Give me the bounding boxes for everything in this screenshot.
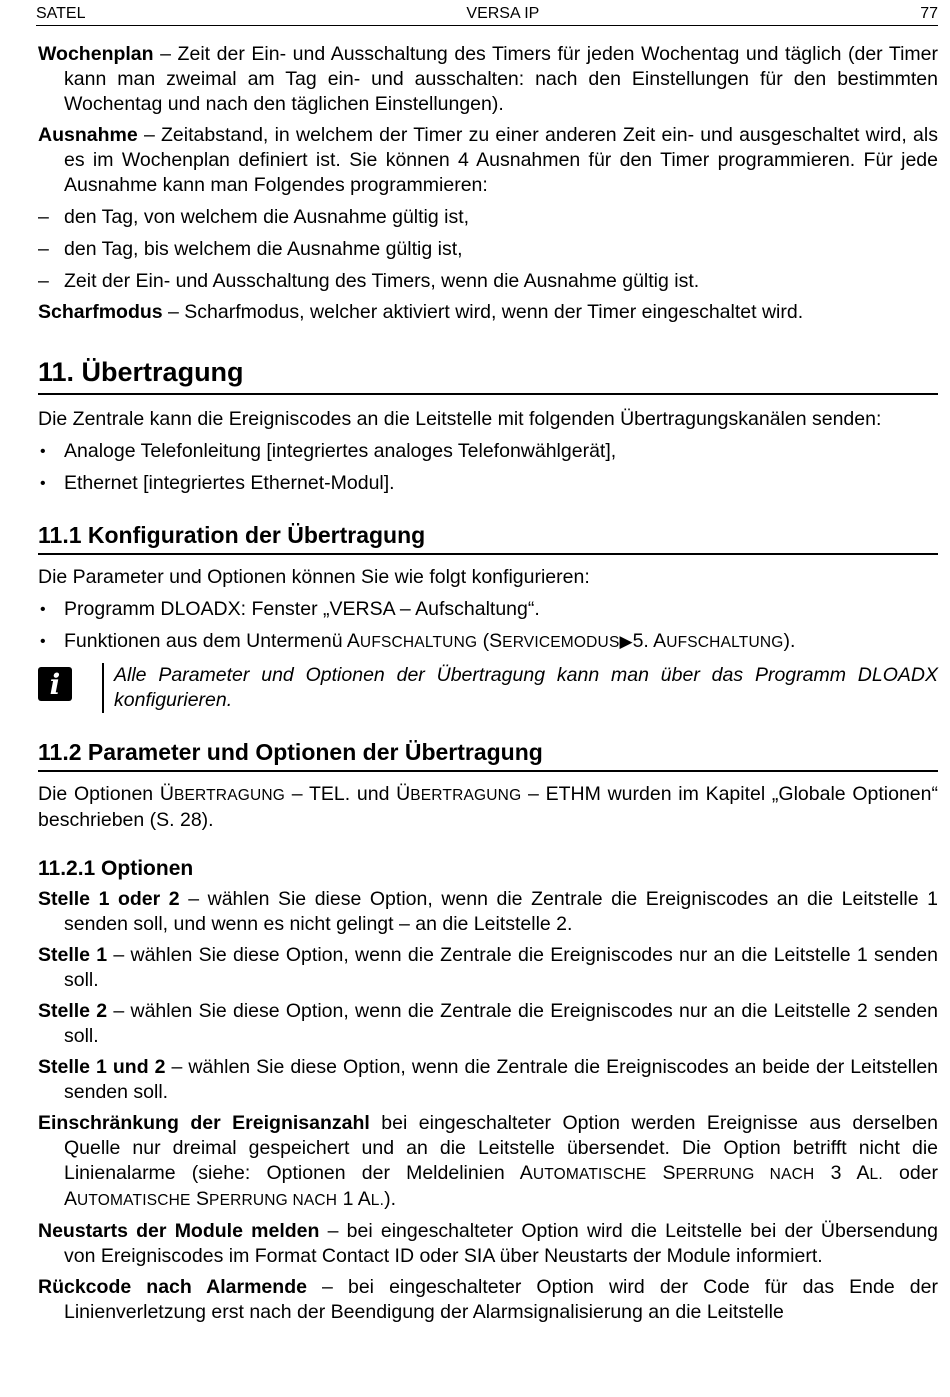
header-product: VERSA IP [466, 5, 540, 22]
option-definition: Stelle 1 und 2 – wählen Sie diese Option, wenn die Zentrale die Ereigniscodes an beide der Leitstellen senden soll. [38, 1056, 939, 1103]
option-definition: Stelle 1 – wählen Sie diese Option, wenn die Zentrale die Ereigniscodes nur an die Leitstelle 1 senden soll. [38, 944, 938, 991]
page-header [36, 4, 938, 26]
option-definition: Stelle 1 oder 2 – wählen Sie diese Option, wenn die Zentrale die Ereigniscodes an die Leitstelle 1 senden soll, und wenn es nicht gelingt – an die Leitstelle 2. [38, 888, 938, 935]
section-title-11-1: 11.1 Konfiguration der Übertragung [38, 520, 938, 555]
list-item: • Ethernet [integriertes Ethernet-Modul]. [40, 472, 395, 494]
term: Scharfmodus [38, 301, 163, 323]
list-item: – den Tag, bis welchem die Ausnahme gültig ist, [38, 238, 463, 260]
info-note [38, 663, 938, 713]
section-11-intro: Die Zentrale kann die Ereigniscodes an die Leitstelle mit folgenden Übertragungskanälen senden: [38, 408, 882, 430]
section-title-11: 11. Übertragung [38, 355, 938, 395]
list-item: • Analoge Telefonleitung [integriertes analoges Telefonwählgerät], [40, 440, 617, 462]
section-11-1-intro: Die Parameter und Optionen können Sie wie folgt konfigurieren: [38, 566, 590, 588]
list-item: – den Tag, von welchem die Ausnahme gültig ist, [38, 206, 470, 228]
option-definition: Rückcode nach Alarmende – bei eingeschalteter Option wird der Code für das Ende der Linienverletzung erst nach der Beendigung der Alarmsignalisierung an die Leitstelle [38, 1276, 938, 1323]
section-title-11-2: 11.2 Parameter und Optionen der Übertragung [38, 737, 938, 772]
definition-ausnahme [38, 123, 938, 198]
option-definition: Neustarts der Module melden – bei eingeschalteter Option wird die Leitstelle bei der Übersendung von Ereigniscodes im Format Contact ID oder SIA über Neustarts der Module informiert. [38, 1220, 938, 1267]
header-brand: SATEL [36, 5, 86, 22]
definition-wochenplan [38, 42, 938, 117]
list-item: • Funktionen aus dem Untermenü AUFSCHALTUNG (SERVICEMODUS▶5. AUFSCHALTUNG). [40, 630, 796, 652]
triangle-right-icon: ▶ [619, 632, 633, 651]
definition-text: – Scharfmodus, welcher aktiviert wird, wenn der Timer eingeschaltet wird. [162, 301, 804, 323]
term: Ausnahme [38, 124, 138, 146]
note-text: Alle Parameter und Optionen der Übertragung kann man über das Programm DLOADX konfigurieren. [114, 664, 938, 711]
option-definition: Stelle 2 – wählen Sie diese Option, wenn die Zentrale die Ereigniscodes nur an die Leitstelle 2 senden soll. [38, 1000, 938, 1047]
definition-text: – Zeit der Ein- und Ausschaltung des Timers für jeden Wochentag und täglich (der Timer kann man zweimal am Tag ein- und ausschalten: nach den Einstellungen für den bestimmten Wochentag und nach den täglichen Einstellungen). [64, 43, 938, 115]
section-title-11-2-1: 11.2.1 Optionen [38, 857, 194, 880]
section-11-2-intro: Die Optionen ÜBERTRAGUNG – TEL. und ÜBERTRAGUNG – ETHM wurden im Kapitel „Globale Optionen“ beschrieben (S. 28). [38, 783, 938, 831]
term: Wochenplan [38, 43, 154, 65]
option-definition-einschraenkung: Einschränkung der Ereignisanzahl bei eingeschalteter Option werden Ereignisse aus derselben Quelle nur dreimal gespeichert und an die Leitstelle übersendet. Die Option betrifft nicht die Linienalarme (siehe: Optionen der Meldelinien AUTOMATISCHE SPERRUNG NACH 3 AL. oder AUTOMATISCHE SPERRUNG NACH 1 AL.). [38, 1112, 939, 1210]
header-page-number: 77 [920, 5, 938, 22]
definition-text: – Zeitabstand, in welchem der Timer zu einer anderen Zeit ein- und ausgeschaltet wird, als es im Wochenplan definiert ist. Sie können 4 Ausnahmen für den Timer programmieren. Für jede Ausnahme kann man Folgendes programmieren: [64, 124, 938, 196]
definition-scharfmodus [38, 300, 938, 325]
info-icon: i [38, 667, 72, 701]
list-item: • Programm DLOADX: Fenster „VERSA – Aufschaltung“. [40, 598, 540, 620]
note-divider [102, 663, 104, 713]
list-item: – Zeit der Ein- und Ausschaltung des Timers, wenn die Ausnahme gültig ist. [38, 270, 700, 292]
